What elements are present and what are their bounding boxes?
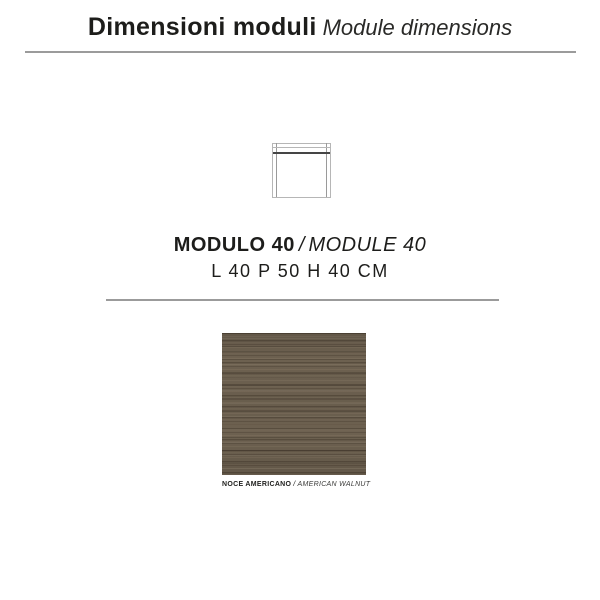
module-caption	[0, 233, 600, 282]
finish-name-en: AMERICAN WALNUT	[297, 481, 371, 488]
finish-label	[222, 481, 370, 488]
module-dimensions: L 40 P 50 H 40 CM	[211, 261, 389, 281]
module-name-it: MODULO 40	[173, 234, 295, 256]
header-divider	[25, 51, 576, 53]
module-front-view-diagram	[272, 143, 331, 198]
module-name-en: MODULE 40	[308, 234, 427, 256]
finish-name-it: NOCE AMERICANO	[222, 481, 292, 488]
section-divider	[106, 299, 499, 301]
wood-finish-swatch	[222, 333, 366, 475]
page-subtitle: Module dimensions	[322, 15, 513, 40]
page-title: Dimensioni moduli	[87, 13, 317, 41]
module-name-separator: /	[298, 234, 305, 256]
module-name-line	[0, 233, 600, 257]
diagram-top-edge-dark-line	[273, 152, 330, 154]
page-header	[0, 13, 600, 42]
finish-name-separator: /	[293, 481, 296, 488]
diagram-top-panel-line	[273, 147, 330, 148]
